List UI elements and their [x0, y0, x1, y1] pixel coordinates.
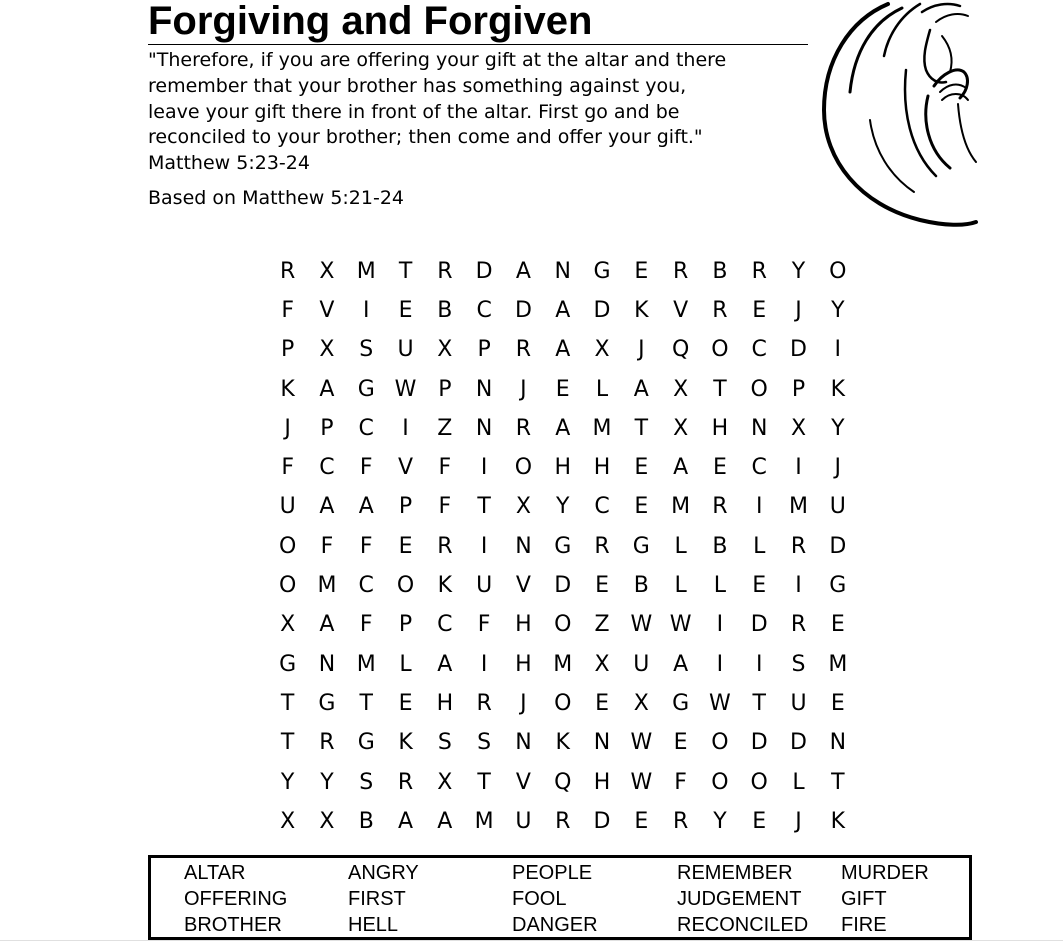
word-list-item: ANGRY [348, 862, 419, 884]
grid-letter[interactable]: A [437, 808, 453, 834]
grid-letter[interactable]: E [595, 690, 609, 716]
grid-letter[interactable]: T [280, 690, 295, 716]
grid-letter[interactable]: I [480, 651, 488, 677]
grid-letter[interactable]: P [438, 376, 452, 402]
grid-letter[interactable]: R [555, 808, 571, 834]
grid-letter[interactable]: P [477, 337, 491, 363]
grid-letter[interactable]: R [790, 533, 807, 559]
grid-letter[interactable]: Q [554, 769, 572, 795]
grid-letter[interactable]: Y [320, 769, 334, 795]
grid-letter[interactable]: L [713, 573, 727, 599]
word-list-item: BROTHER [184, 914, 282, 936]
grid-letter[interactable]: W [394, 376, 417, 402]
grid-letter[interactable]: R [594, 533, 610, 559]
grid-letter[interactable]: J [795, 297, 802, 323]
grid-letter[interactable]: J [520, 690, 527, 716]
grid-letter[interactable]: P [320, 415, 334, 441]
grid-letter[interactable]: M [789, 494, 808, 520]
grid-letter[interactable]: F [674, 769, 687, 795]
grid-letter[interactable]: T [831, 769, 845, 795]
grid-letter[interactable]: K [280, 376, 295, 402]
grid-letter[interactable]: F [281, 297, 294, 323]
grid-letter[interactable]: Y [831, 297, 845, 323]
grid-letter[interactable]: S [359, 769, 374, 795]
grid-letter[interactable]: D [514, 297, 532, 323]
grid-letter[interactable]: I [402, 415, 409, 441]
grid-letter[interactable]: T [752, 690, 766, 716]
grid-letter[interactable]: I [755, 494, 763, 520]
grid-letter[interactable]: Y [713, 808, 727, 834]
grid-letter[interactable]: E [752, 573, 767, 599]
grid-letter[interactable]: D [750, 730, 768, 756]
grid-letter[interactable]: E [634, 455, 649, 481]
word-list-item: DANGER [512, 914, 598, 936]
grid-letter[interactable]: I [480, 533, 488, 559]
word-list-item: REMEMBER [677, 862, 793, 884]
grid-letter[interactable]: N [475, 415, 493, 441]
grid-letter[interactable]: J [795, 808, 802, 834]
grid-letter[interactable]: A [555, 297, 571, 323]
grid-letter[interactable]: E [595, 573, 609, 599]
grid-letter[interactable]: T [477, 494, 491, 520]
grid-letter[interactable]: M [317, 573, 337, 599]
grid-letter[interactable]: R [397, 769, 414, 795]
grid-letter[interactable]: Y [556, 494, 570, 520]
grid-letter[interactable]: L [792, 769, 805, 795]
scripture-verse: "Therefore, if you are offering your gift at the altar and there remember that your brother has something against you, leave your gift there in front of the altar. First go and be reconciled to your brother; then come and offer your gift." Matthew 5:23-24 [148, 49, 727, 175]
grid-letter[interactable]: R [515, 415, 532, 441]
grid-letter[interactable]: G [318, 690, 336, 716]
grid-letter[interactable]: H [554, 455, 571, 481]
grid-letter[interactable]: G [357, 376, 375, 402]
grid-letter[interactable]: O [711, 337, 729, 363]
grid-letter[interactable]: A [437, 651, 453, 677]
grid-letter[interactable]: R [790, 612, 807, 638]
grid-letter[interactable]: U [790, 690, 807, 716]
grid-letter[interactable]: D [790, 730, 807, 756]
grid-letter[interactable]: F [281, 455, 294, 481]
grid-letter[interactable]: C [751, 455, 767, 481]
grid-letter[interactable]: D [750, 612, 768, 638]
grid-letter[interactable]: V [515, 573, 531, 599]
grid-letter[interactable]: N [750, 415, 768, 441]
grid-letter[interactable]: T [280, 730, 295, 756]
grid-letter[interactable]: H [593, 455, 611, 481]
grid-letter[interactable]: R [437, 533, 453, 559]
grid-letter[interactable]: V [398, 455, 414, 481]
grid-letter[interactable]: L [753, 533, 766, 559]
grid-letter[interactable]: X [515, 494, 531, 520]
grid-letter[interactable]: O [554, 690, 572, 716]
grid-letter[interactable]: W [709, 690, 731, 716]
grid-letter[interactable]: N [318, 651, 336, 677]
grid-letter[interactable]: G [632, 533, 650, 559]
grid-letter[interactable]: U [633, 651, 650, 677]
grid-letter[interactable]: D [475, 258, 493, 284]
grid-letter[interactable]: N [829, 730, 847, 756]
grid-letter[interactable]: I [795, 455, 802, 481]
grid-letter[interactable]: I [716, 612, 724, 638]
grid-letter[interactable]: N [554, 258, 571, 284]
grid-letter[interactable]: J [638, 337, 645, 363]
grid-letter[interactable]: H [515, 612, 532, 638]
grid-letter[interactable]: P [398, 494, 413, 520]
based-on-reference: Based on Matthew 5:21-24 [148, 187, 405, 209]
grid-letter[interactable]: X [319, 258, 335, 284]
grid-letter[interactable]: C [358, 415, 374, 441]
word-search-grid [268, 252, 858, 842]
grid-letter[interactable]: M [671, 494, 691, 520]
grid-letter[interactable]: V [515, 769, 531, 795]
grid-letter[interactable]: E [398, 533, 413, 559]
grid-letter[interactable]: G [829, 573, 847, 599]
grid-letter[interactable]: E [752, 297, 767, 323]
grid-letter[interactable]: X [633, 690, 649, 716]
grid-letter[interactable]: C [358, 573, 374, 599]
grid-letter[interactable]: N [475, 376, 493, 402]
grid-letter[interactable]: G [279, 651, 297, 677]
grid-letter[interactable]: E [712, 455, 727, 481]
grid-letter[interactable]: A [633, 376, 649, 402]
grid-letter[interactable]: N [515, 730, 532, 756]
grid-letter[interactable]: F [359, 455, 373, 481]
grid-letter[interactable]: A [515, 258, 531, 284]
grid-letter[interactable]: X [280, 808, 296, 834]
grid-letter[interactable]: R [319, 730, 335, 756]
grid-letter[interactable]: O [514, 455, 533, 481]
grid-letter[interactable]: W [630, 730, 653, 756]
word-list-item: PEOPLE [512, 862, 593, 884]
grid-letter[interactable]: M [356, 651, 376, 677]
grid-letter[interactable]: F [438, 494, 452, 520]
grid-letter[interactable]: I [716, 651, 724, 677]
word-list-item: OFFERING [184, 888, 288, 910]
grid-letter[interactable]: D [593, 808, 611, 834]
word-list-item: GIFT [841, 888, 887, 910]
grid-letter[interactable]: K [830, 808, 846, 834]
grid-letter[interactable]: O [396, 573, 415, 599]
grid-letter[interactable]: T [477, 769, 491, 795]
grid-letter[interactable]: U [829, 494, 846, 520]
grid-letter[interactable]: D [790, 337, 807, 363]
grid-letter[interactable]: F [320, 533, 334, 559]
grid-letter[interactable]: C [319, 455, 335, 481]
grid-letter[interactable]: R [672, 808, 689, 834]
grid-letter[interactable]: F [359, 533, 373, 559]
grid-letter[interactable]: A [319, 612, 335, 638]
grid-letter[interactable]: O [554, 612, 572, 638]
grid-letter[interactable]: S [791, 651, 806, 677]
grid-letter[interactable]: R [437, 258, 453, 284]
grid-letter[interactable]: E [634, 258, 649, 284]
grid-letter[interactable]: O [711, 730, 729, 756]
grid-letter[interactable]: G [593, 258, 611, 284]
grid-letter[interactable]: L [674, 573, 687, 599]
grid-letter[interactable]: E [634, 808, 649, 834]
grid-letter[interactable]: J [834, 455, 842, 481]
grid-letter[interactable]: G [554, 533, 572, 559]
grid-letter[interactable]: D [829, 533, 847, 559]
grid-letter[interactable]: V [673, 297, 689, 323]
grid-letter[interactable]: X [673, 376, 689, 402]
grid-letter[interactable]: P [791, 376, 806, 402]
grid-letter[interactable]: X [280, 612, 296, 638]
grid-letter[interactable]: E [752, 808, 767, 834]
grid-letter[interactable]: R [515, 337, 532, 363]
word-list-item: FIRST [348, 888, 406, 910]
grid-letter[interactable]: E [673, 730, 688, 756]
grid-letter[interactable]: R [476, 690, 492, 716]
grid-letter[interactable]: C [594, 494, 610, 520]
grid-letter[interactable]: A [398, 808, 414, 834]
grid-letter[interactable]: J [520, 376, 527, 402]
word-list-item: ALTAR [184, 862, 246, 884]
grid-letter[interactable]: H [593, 769, 611, 795]
grid-letter[interactable]: K [437, 573, 453, 599]
grid-letter[interactable]: Q [671, 337, 690, 363]
grid-letter[interactable]: C [751, 337, 767, 363]
grid-letter[interactable]: T [713, 376, 727, 402]
grid-letter[interactable]: N [593, 730, 611, 756]
grid-letter[interactable]: M [592, 415, 612, 441]
grid-letter[interactable]: K [830, 376, 846, 402]
grid-letter[interactable]: D [593, 297, 611, 323]
grid-letter[interactable]: L [674, 533, 687, 559]
grid-letter[interactable]: A [555, 337, 571, 363]
grid-letter[interactable]: U [476, 573, 493, 599]
grid-letter[interactable]: F [359, 612, 373, 638]
grid-letter[interactable]: E [830, 612, 845, 638]
grid-letter[interactable]: G [672, 690, 690, 716]
grid-letter[interactable]: I [834, 337, 842, 363]
grid-letter[interactable]: B [633, 573, 649, 599]
grid-letter[interactable]: G [357, 730, 375, 756]
title-divider [148, 44, 808, 45]
grid-letter[interactable]: X [673, 415, 689, 441]
grid-letter[interactable]: U [515, 808, 532, 834]
praying-figure-icon [810, 0, 980, 230]
grid-letter[interactable]: X [437, 769, 453, 795]
grid-letter[interactable]: F [438, 455, 452, 481]
grid-letter[interactable]: L [595, 376, 609, 402]
grid-letter[interactable]: Y [831, 415, 845, 441]
grid-letter[interactable]: P [398, 612, 413, 638]
grid-letter[interactable]: E [555, 376, 570, 402]
grid-letter[interactable]: W [669, 612, 692, 638]
grid-letter[interactable]: A [319, 376, 335, 402]
grid-letter[interactable]: K [555, 730, 570, 756]
grid-letter[interactable]: T [398, 258, 413, 284]
grid-letter[interactable]: A [319, 494, 335, 520]
grid-letter[interactable]: C [476, 297, 492, 323]
grid-letter[interactable]: S [359, 337, 374, 363]
grid-letter[interactable]: U [397, 337, 414, 363]
grid-letter[interactable]: M [828, 651, 848, 677]
grid-letter[interactable]: J [284, 415, 291, 441]
grid-letter[interactable]: O [278, 533, 297, 559]
grid-letter[interactable]: H [515, 651, 532, 677]
grid-letter[interactable]: L [399, 651, 412, 677]
grid-letter[interactable]: A [673, 455, 689, 481]
grid-letter[interactable]: W [630, 769, 653, 795]
grid-letter[interactable]: K [398, 730, 413, 756]
page-title: Forgiving and Forgiven [148, 0, 593, 43]
grid-letter[interactable]: C [437, 612, 453, 638]
grid-letter[interactable]: X [594, 337, 610, 363]
grid-letter[interactable]: O [750, 376, 768, 402]
grid-letter[interactable]: E [634, 494, 649, 520]
grid-letter[interactable]: A [555, 415, 571, 441]
word-list-box [148, 855, 972, 940]
grid-letter[interactable]: R [712, 297, 728, 323]
word-list-item: JUDGEMENT [677, 888, 802, 910]
grid-letter[interactable]: E [398, 690, 413, 716]
grid-letter[interactable]: D [554, 573, 572, 599]
grid-letter[interactable]: I [480, 455, 488, 481]
grid-letter[interactable]: B [712, 258, 728, 284]
grid-letter[interactable]: X [594, 651, 610, 677]
grid-letter[interactable]: R [712, 494, 728, 520]
grid-letter[interactable]: O [829, 258, 847, 284]
grid-letter[interactable]: R [280, 258, 296, 284]
grid-letter[interactable]: U [279, 494, 296, 520]
grid-letter[interactable]: Z [594, 612, 610, 638]
grid-letter[interactable]: F [477, 612, 491, 638]
word-list-item: FOOL [512, 888, 567, 910]
grid-letter[interactable]: Y [280, 769, 295, 795]
grid-letter[interactable]: X [437, 337, 453, 363]
grid-letter[interactable]: X [319, 808, 335, 834]
grid-letter[interactable]: I [362, 297, 370, 323]
word-list-item: MURDER [841, 862, 929, 884]
grid-letter[interactable]: X [790, 415, 807, 441]
grid-letter[interactable]: B [712, 533, 728, 559]
grid-letter[interactable]: T [634, 415, 649, 441]
word-list-item: HELL [348, 914, 399, 936]
grid-letter[interactable]: I [755, 651, 763, 677]
word-list-item: FIRE [841, 914, 887, 936]
grid-letter[interactable]: N [515, 533, 532, 559]
grid-letter[interactable]: A [358, 494, 374, 520]
grid-letter[interactable]: B [358, 808, 374, 834]
grid-letter[interactable]: P [281, 337, 295, 363]
grid-letter[interactable]: Y [791, 258, 806, 284]
grid-letter[interactable]: R [672, 258, 689, 284]
grid-letter[interactable]: A [673, 651, 689, 677]
grid-letter[interactable]: W [630, 612, 653, 638]
grid-letter[interactable]: T [359, 690, 373, 716]
grid-letter[interactable]: I [795, 573, 802, 599]
grid-letter[interactable]: O [750, 769, 768, 795]
grid-letter[interactable]: M [553, 651, 573, 677]
word-list-item: RECONCILED [677, 914, 809, 936]
grid-letter[interactable]: Z [437, 415, 453, 441]
grid-letter[interactable]: S [437, 730, 452, 756]
grid-letter[interactable]: E [830, 690, 845, 716]
grid-letter[interactable]: V [319, 297, 335, 323]
grid-letter[interactable]: O [278, 573, 297, 599]
grid-letter[interactable]: M [474, 808, 494, 834]
grid-letter[interactable]: M [356, 258, 376, 284]
grid-letter[interactable]: K [634, 297, 649, 323]
grid-letter[interactable]: H [436, 690, 454, 716]
grid-letter[interactable]: X [319, 337, 335, 363]
grid-letter[interactable]: H [711, 415, 729, 441]
grid-letter[interactable]: E [398, 297, 413, 323]
grid-letter[interactable]: R [751, 258, 767, 284]
grid-letter[interactable]: O [711, 769, 729, 795]
page-bottom-edge [0, 940, 1063, 941]
grid-letter[interactable]: B [437, 297, 453, 323]
grid-letter[interactable]: S [477, 730, 492, 756]
